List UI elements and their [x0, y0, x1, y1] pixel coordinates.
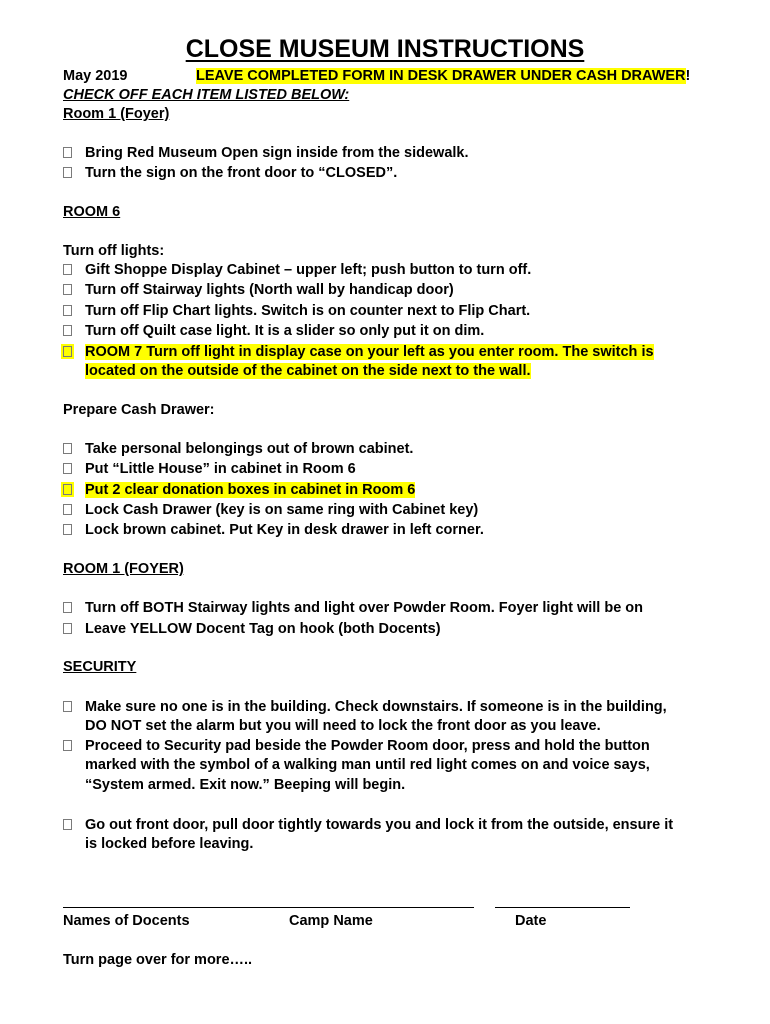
checkbox[interactable] — [63, 463, 72, 474]
cash-item: Lock brown cabinet. Put Key in desk drawer in left corner. — [85, 522, 484, 538]
room6-item: Gift Shoppe Display Cabinet – upper left; push button to turn off. — [85, 262, 532, 278]
leave-notice — [196, 66, 690, 86]
checkbox[interactable] — [63, 443, 72, 454]
security-item2-line2: marked with the symbol of a walking man until red light comes on and voice says, — [85, 757, 650, 773]
cash-item-highlighted — [85, 480, 415, 500]
checkbox[interactable] — [63, 623, 72, 634]
room6-item: Turn off Quilt case light. It is a slider so only put it on dim. — [85, 323, 485, 339]
room6-item: Turn off Stairway lights (North wall by handicap door) — [85, 282, 454, 298]
checkbox[interactable] — [63, 740, 72, 751]
checkbox[interactable] — [63, 524, 72, 535]
room1-item: Bring Red Museum Open sign inside from the sidewalk. — [85, 145, 469, 161]
security-item1-line2: DO NOT set the alarm but you will need to lock the front door as you leave. — [85, 718, 601, 734]
security-item2-line3: “System armed. Exit now.” Beeping will begin. — [85, 777, 406, 793]
checkbox[interactable] — [63, 167, 72, 178]
security-heading: SECURITY — [63, 659, 137, 675]
room6-heading: ROOM 6 — [63, 204, 121, 220]
room7-item-line1 — [85, 342, 654, 362]
camp-name-label: Camp Name — [289, 913, 373, 929]
document-date: May 2019 — [63, 68, 128, 84]
room1-item: Turn the sign on the front door to “CLOSED”. — [85, 165, 398, 181]
leave-notice-text: LEAVE COMPLETED FORM IN DESK DRAWER UNDER CASH DRAWER — [196, 68, 686, 84]
checkbox[interactable] — [63, 325, 72, 336]
checkbox[interactable] — [63, 504, 72, 515]
checkbox[interactable] — [63, 305, 72, 316]
docents-signature-line — [63, 907, 474, 908]
foyer-heading: ROOM 1 (FOYER) — [63, 561, 184, 577]
date-label: Date — [515, 913, 547, 929]
room6-subheading: Turn off lights: — [63, 243, 165, 259]
security-item3-line2: is locked before leaving. — [85, 836, 254, 852]
checkbox[interactable] — [63, 602, 72, 613]
leave-notice-end: ! — [685, 68, 691, 84]
security-item2-line1: Proceed to Security pad beside the Powder Room door, press and hold the button — [85, 738, 650, 754]
room7-line2-text: located on the outside of the cabinet on the side next to the wall. — [85, 363, 531, 379]
security-item3-line1: Go out front door, pull door tightly towards you and lock it from the outside, ensure it — [85, 817, 674, 833]
checkbox[interactable] — [63, 346, 72, 357]
check-off-instruction: CHECK OFF EACH ITEM LISTED BELOW: — [63, 87, 350, 103]
checkbox[interactable] — [63, 484, 72, 495]
room6-item: Turn off Flip Chart lights. Switch is on counter next to Flip Chart. — [85, 303, 531, 319]
room1-heading: Room 1 (Foyer) — [63, 106, 170, 122]
room7-item-line2 — [85, 361, 531, 381]
foyer-item: Leave YELLOW Docent Tag on hook (both Docents) — [85, 621, 441, 637]
cash-heading: Prepare Cash Drawer: — [63, 402, 215, 418]
document-title: CLOSE MUSEUM INSTRUCTIONS — [185, 35, 585, 63]
cash-item-highlighted-text: Put 2 clear donation boxes in cabinet in Room 6 — [85, 482, 416, 498]
checkbox[interactable] — [63, 284, 72, 295]
security-item1-line1: Make sure no one is in the building. Check downstairs. If someone is in the building, — [85, 699, 667, 715]
names-of-docents-label: Names of Docents — [63, 913, 190, 929]
room7-line1-text: ROOM 7 Turn off light in display case on your left as you enter room. The switch is — [85, 344, 654, 360]
checkbox[interactable] — [63, 819, 72, 830]
date-signature-line — [495, 907, 630, 908]
cash-item: Take personal belongings out of brown cabinet. — [85, 441, 414, 457]
cash-item: Put “Little House” in cabinet in Room 6 — [85, 461, 356, 477]
checkbox[interactable] — [63, 147, 72, 158]
cash-item: Lock Cash Drawer (key is on same ring with Cabinet key) — [85, 502, 479, 518]
checkbox[interactable] — [63, 264, 72, 275]
checkbox[interactable] — [63, 701, 72, 712]
foyer-item: Turn off BOTH Stairway lights and light over Powder Room. Foyer light will be on — [85, 600, 644, 616]
turn-page-note: Turn page over for more….. — [63, 952, 253, 968]
